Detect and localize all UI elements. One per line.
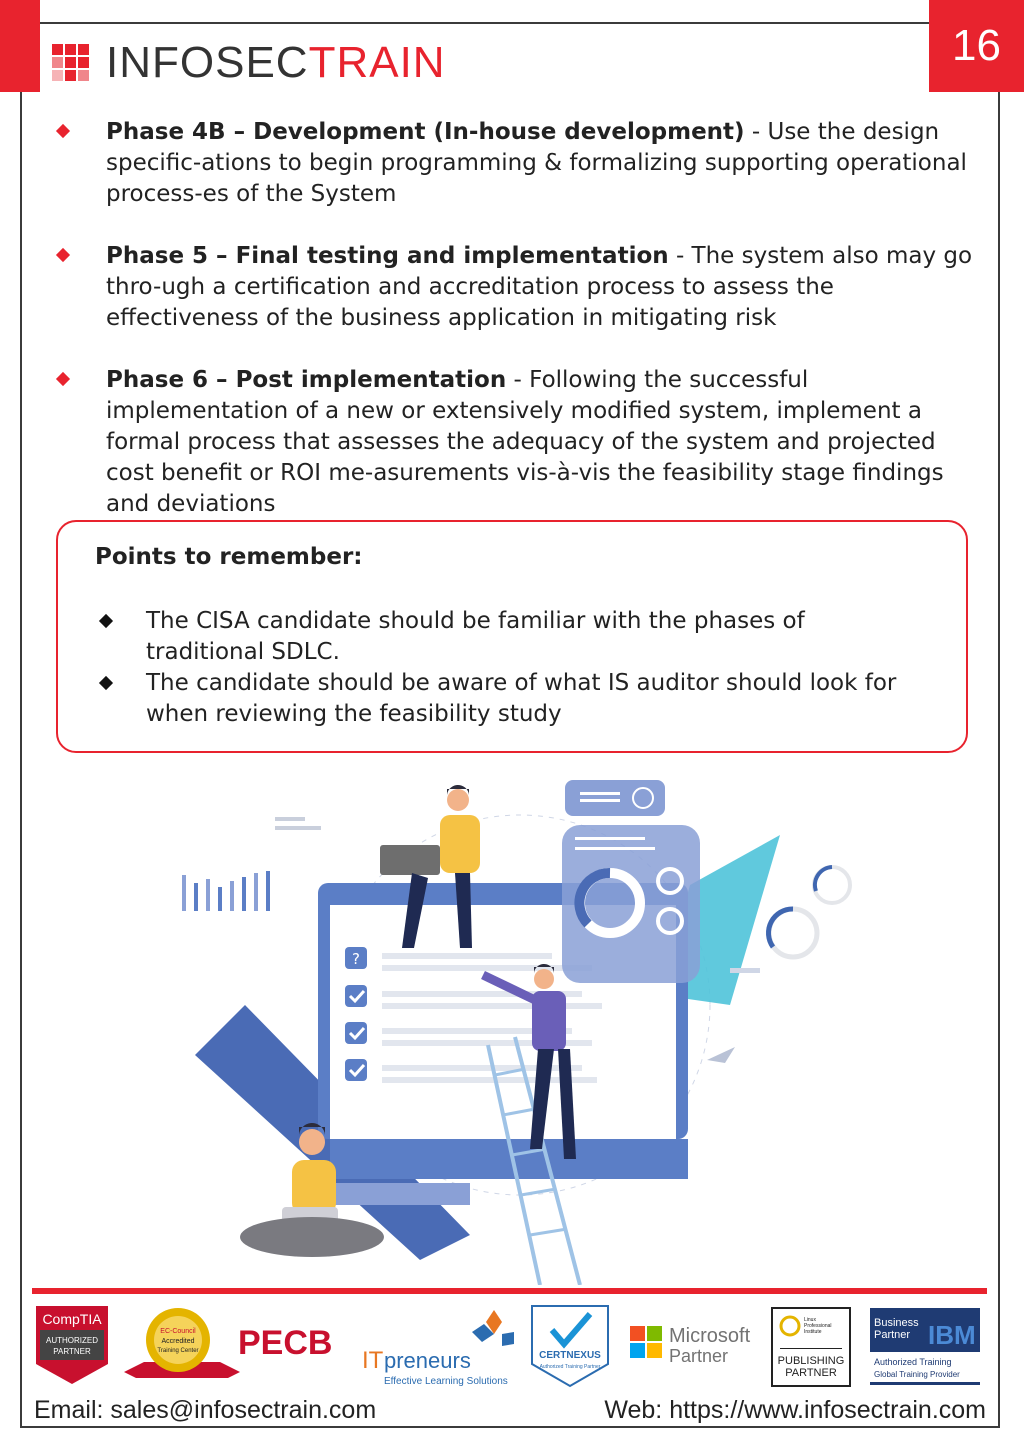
comptia-authorized: AUTHORIZED: [46, 1336, 98, 1345]
phase-body: - Use the design specific-ations to begin programming & formalizing supporting operational process-es of the System: [106, 119, 967, 207]
phase-heading: Phase 5 – Final testing and implementation: [106, 243, 669, 269]
itpreneurs-tagline: Effective Learning Solutions: [384, 1376, 508, 1387]
phase-item: [56, 365, 976, 520]
remember-text: The CISA candidate should be familiar with the phases of traditional SDLC.: [146, 608, 805, 665]
svg-text:?: ?: [352, 950, 360, 968]
remember-text: The candidate should be aware of what IS auditor should look for when reviewing the feasibility study: [146, 670, 897, 727]
certnexus-name: CERTNEXUS: [539, 1350, 601, 1361]
footer-divider: [32, 1288, 987, 1294]
ec-council-line3: Training Center: [157, 1348, 199, 1354]
itpreneurs-logo: [362, 1310, 514, 1387]
footer-email: Email: sales@infosectrain.com: [34, 1396, 377, 1424]
microsoft-partner: Partner: [669, 1346, 729, 1366]
remember-item: [98, 606, 918, 668]
infosectrain-logo: [52, 38, 446, 88]
phase-item: [56, 241, 976, 334]
bullet-diamond-icon: [99, 676, 113, 690]
sdlc-illustration: [170, 775, 870, 1285]
certnexus-badge: [532, 1306, 608, 1386]
ec-council-badge: [124, 1308, 240, 1378]
ibm-business: Business: [874, 1317, 919, 1329]
footer-web: Web: https://www.infosectrain.com: [604, 1396, 986, 1424]
ibm-authorized: Authorized Training: [874, 1357, 952, 1367]
pecb-logo: PECB: [238, 1324, 333, 1362]
phase-body: - The system also may go thro-ugh a certification and accreditation process to assess the effectiveness of the business application in mitigating risk: [106, 243, 973, 331]
certnexus-sub: Authorized Training Partner: [539, 1364, 601, 1370]
bullet-diamond-icon: [56, 248, 70, 262]
logo-grid-icon: [52, 44, 90, 82]
comptia-partner: PARTNER: [53, 1347, 91, 1356]
lpi-publishing: PUBLISHING: [777, 1355, 845, 1367]
box-title: Points to remember:: [95, 544, 363, 570]
bullet-diamond-icon: [56, 372, 70, 386]
ec-council-line2: Accredited: [161, 1338, 195, 1345]
phase-heading: Phase 6 – Post implementation: [106, 367, 507, 393]
corner-tab-left: [0, 0, 40, 92]
phase-item: [56, 117, 976, 210]
phase-heading: Phase 4B – Development (In-house development): [106, 119, 745, 145]
lpi-publishing-partner-logo: [772, 1308, 850, 1386]
lpi-line1: Linux: [804, 1317, 816, 1323]
comptia-name: CompTIA: [42, 1311, 102, 1327]
bullet-diamond-icon: [56, 124, 70, 138]
ibm-partner: Partner: [874, 1329, 911, 1341]
ibm-mark: IBM: [928, 1320, 976, 1350]
points-to-remember-box: [56, 520, 968, 753]
microsoft-partner-logo: [630, 1325, 751, 1366]
itpreneurs-it: IT: [362, 1347, 384, 1374]
bullet-diamond-icon: [99, 614, 113, 628]
partner-logos: [32, 1302, 987, 1392]
phase-list: [56, 117, 976, 551]
remember-item: [98, 668, 918, 730]
itpreneurs-rest: preneurs: [384, 1348, 471, 1373]
lpi-line3: Institute: [804, 1329, 822, 1335]
microsoft-name: Microsoft: [669, 1325, 751, 1347]
page-number: 16: [929, 0, 1024, 92]
comptia-badge: [36, 1306, 108, 1384]
phase-body: - Following the successful implementation of a new or extensively modified system, implement a formal process that assesses the adequacy of the system and projected cost benefit or ROI me-asurements vis-à-vis the feasibility stage findings and deviations: [106, 367, 944, 517]
lpi-partner: PARTNER: [785, 1367, 837, 1379]
lpi-line2: Professional: [804, 1323, 832, 1329]
ibm-business-partner-logo: [870, 1308, 980, 1385]
logo-wordmark: INFOSECTRAIN: [106, 38, 446, 87]
ibm-global: Global Training Provider: [874, 1370, 960, 1379]
ec-council-line1: EC-Council: [160, 1328, 196, 1335]
remember-list: [98, 606, 918, 730]
